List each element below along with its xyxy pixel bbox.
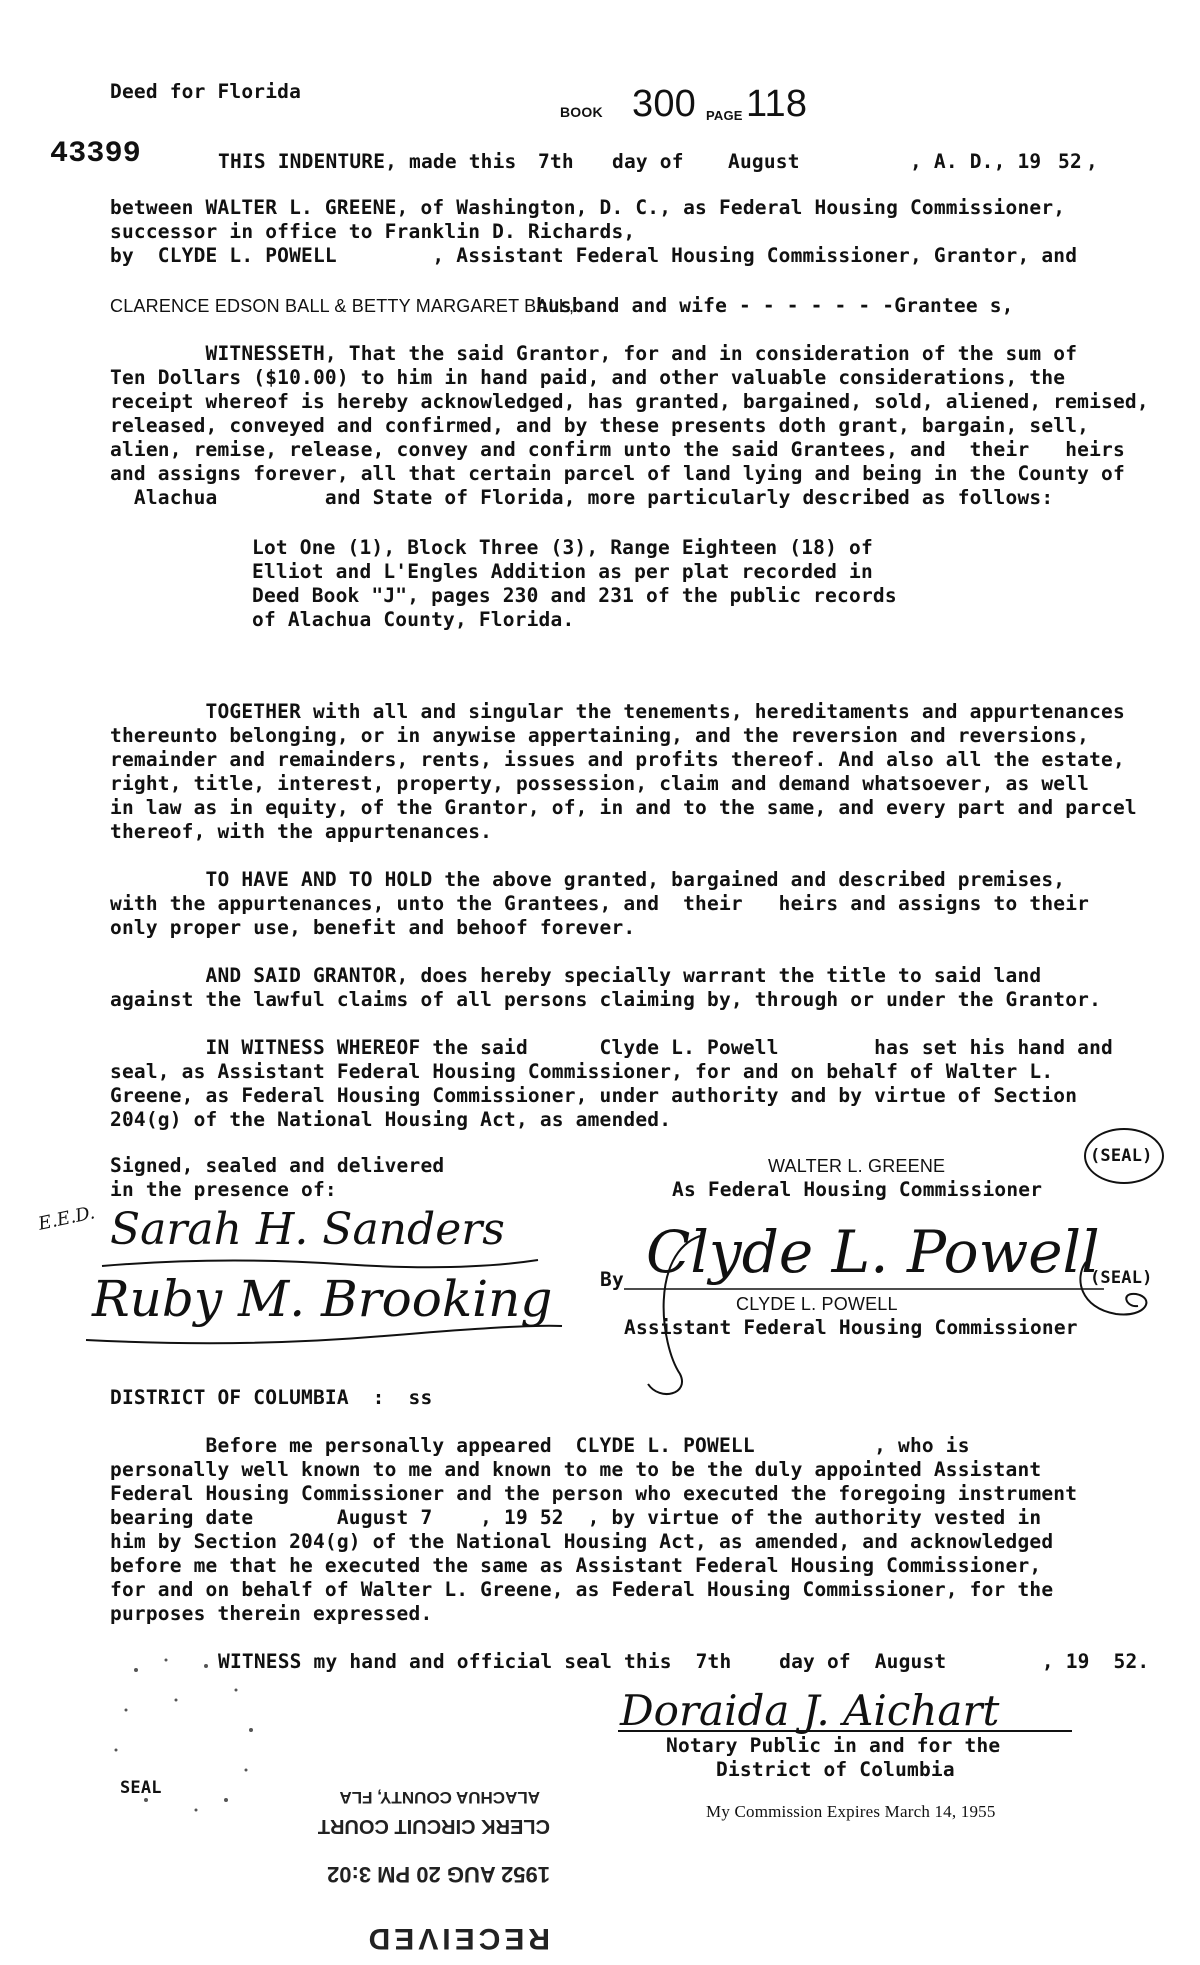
signed-sealed-text: Signed, sealed and delivered (110, 1154, 445, 1177)
acknowledgment-line: for and on behalf of Walter L. Greene, as Federal Housing Commissioner, for the (110, 1578, 1054, 1601)
notary-seal-icon (96, 1640, 276, 1830)
witness-signature-1: Sarah H. Sanders (110, 1204, 505, 1255)
legal-description-line: Deed Book "J", pages 230 and 231 of the public records (252, 584, 897, 607)
together-line: thereunto belonging, or in anywise appertaining, and the reversion and reversions, (110, 724, 1090, 747)
notary-commission: My Commission Expires March 14, 1955 (706, 1802, 996, 1821)
venue: DISTRICT OF COLUMBIA : ss (110, 1386, 433, 1409)
notary-title-2: District of Columbia (716, 1758, 955, 1781)
indenture-day-of: day of (612, 150, 684, 173)
indenture-year: 52 (1058, 150, 1082, 173)
grantor-title-2: Assistant Federal Housing Commissioner (624, 1316, 1078, 1339)
document-number: 43399 (50, 137, 142, 171)
stamp-received: RECEIVED (364, 1922, 550, 1955)
grantor-title: As Federal Housing Commissioner (672, 1178, 1043, 1201)
habendum-line: only proper use, benefit and behoof forever. (110, 916, 636, 939)
indenture-ad: , A. D., 19 (910, 150, 1042, 173)
in-witness-line: IN WITNESS WHEREOF the said Clyde L. Powell has set his hand and (110, 1036, 1113, 1059)
indenture-intro: THIS INDENTURE, made this (218, 150, 517, 173)
parties-line: between WALTER L. GREENE, of Washington, D. C., as Federal Housing Commissioner, (110, 196, 1066, 219)
legal-description-line: Elliot and L'Engles Addition as per plat recorded in (252, 560, 873, 583)
page-number: 118 (746, 83, 808, 125)
notary-witness-line: WITNESS my hand and official seal this 7th day of August , 19 52. (218, 1650, 1150, 1673)
habendum-line: with the appurtenances, unto the Grantees, and their heirs and assigns to their (110, 892, 1090, 915)
notary-signature: Doraida J. Aichart (620, 1686, 1000, 1735)
witnesseth-line: Alachua and State of Florida, more particularly described as follows: (110, 486, 1054, 509)
grantor-name: WALTER L. GREENE (768, 1156, 946, 1176)
deed-title: Deed for Florida (110, 80, 302, 103)
parties-line: successor in office to Franklin D. Richards, (110, 220, 636, 243)
seal-label: (SEAL) (1090, 1146, 1153, 1166)
acknowledgment-line: bearing date August 7 , 19 52 , by virtue of the authority vested in (110, 1506, 1042, 1529)
seal-label-2: (SEAL) (1090, 1268, 1153, 1288)
indenture-day: 7th (538, 150, 574, 173)
legal-description-line: of Alachua County, Florida. (252, 608, 575, 631)
notary-seal-label: SEAL (120, 1778, 162, 1798)
acknowledgment-line: Federal Housing Commissioner and the person who executed the foregoing instrument (110, 1482, 1078, 1505)
witnesseth-line: released, conveyed and confirmed, and by these presents doth grant, bargain, sell, (110, 414, 1090, 437)
habendum-line: TO HAVE AND TO HOLD the above granted, bargained and described premises, (110, 868, 1066, 891)
in-witness-line: seal, as Assistant Federal Housing Commissioner, for and on behalf of Walter L. (110, 1060, 1054, 1083)
acknowledgment-line: personally well known to me and known to me to be the duly appointed Assistant (110, 1458, 1042, 1481)
witnesseth-line: Ten Dollars ($10.00) to him in hand paid, and other valuable considerations, the (110, 366, 1066, 389)
witness-initials: E.E.D. (36, 1202, 97, 1235)
by-label: By (600, 1268, 624, 1291)
witnesseth-line: and assigns forever, all that certain parcel of land lying and being in the County of (110, 462, 1125, 485)
witnesseth-line: alien, remise, release, convey and confirm unto the said Grantees, and their heirs (110, 438, 1125, 461)
together-line: remainder and remainders, rents, issues and profits thereof. And also all the estate, (110, 748, 1125, 771)
witness-underline-2 (84, 1322, 564, 1352)
book-number: 300 (632, 83, 697, 125)
grantee-names: CLARENCE EDSON BALL & BETTY MARGARET BALL, (110, 296, 575, 316)
page-label: PAGE (706, 108, 743, 123)
stamp-clerk: CLERK CIRCUIT COURT (317, 1815, 550, 1837)
acknowledgment-line: Before me personally appeared CLYDE L. POWELL , who is (110, 1434, 970, 1457)
warranty-line: AND SAID GRANTOR, does hereby specially warrant the title to said land (110, 964, 1042, 987)
grantor-signature: Clyde L. Powell (646, 1218, 1100, 1286)
grantee-line-rest: husband and wife - - - - - - -Grantee s, (536, 294, 1014, 317)
indenture-end: , (1086, 150, 1098, 173)
seal-curve-icon (1076, 1258, 1166, 1324)
together-line: in law as in equity, of the Grantor, of, in and to the same, and every part and parcel (110, 796, 1137, 819)
witnesseth-line: WITNESSETH, That the said Grantor, for and in consideration of the sum of (110, 342, 1078, 365)
presence-of-text: in the presence of: (110, 1178, 337, 1201)
notary-title-1: Notary Public in and for the (666, 1734, 1001, 1757)
in-witness-line: Greene, as Federal Housing Commissioner, under authority and by virtue of Section (110, 1084, 1078, 1107)
witness-underline-1 (100, 1252, 540, 1272)
acknowledgment-line: before me that he executed the same as Assistant Federal Housing Commissioner, (110, 1554, 1042, 1577)
stamp-county: ALACHUA COUNTY, FLA (339, 1788, 540, 1807)
legal-description-line: Lot One (1), Block Three (3), Range Eighteen (18) of (252, 536, 873, 559)
together-line: thereof, with the appurtenances. (110, 820, 493, 843)
acknowledgment-line: purposes therein expressed. (110, 1602, 433, 1625)
together-line: TOGETHER with all and singular the tenements, hereditaments and appurtenances (110, 700, 1125, 723)
parties-line: by CLYDE L. POWELL , Assistant Federal Housing Commissioner, Grantor, and (110, 244, 1078, 267)
in-witness-line: 204(g) of the National Housing Act, as amended. (110, 1108, 672, 1131)
grantor-printed-name: CLYDE L. POWELL (736, 1294, 898, 1314)
together-line: right, title, interest, property, possession, claim and demand whatsoever, as well (110, 772, 1090, 795)
witness-signature-2: Ruby M. Brooking (92, 1270, 553, 1328)
recording-stamp (250, 1755, 570, 1965)
stamp-date: 1952 AUG 20 PM 3:02 (327, 1862, 550, 1887)
witnesseth-line: receipt whereof is hereby acknowledged, has granted, bargained, sold, aliened, remised, (110, 390, 1149, 413)
book-label: BOOK (560, 104, 603, 120)
indenture-month: August (728, 150, 800, 173)
acknowledgment-line: him by Section 204(g) of the National Housing Act, as amended, and acknowledged (110, 1530, 1054, 1553)
warranty-line: against the lawful claims of all persons claiming by, through or under the Grantor. (110, 988, 1102, 1011)
